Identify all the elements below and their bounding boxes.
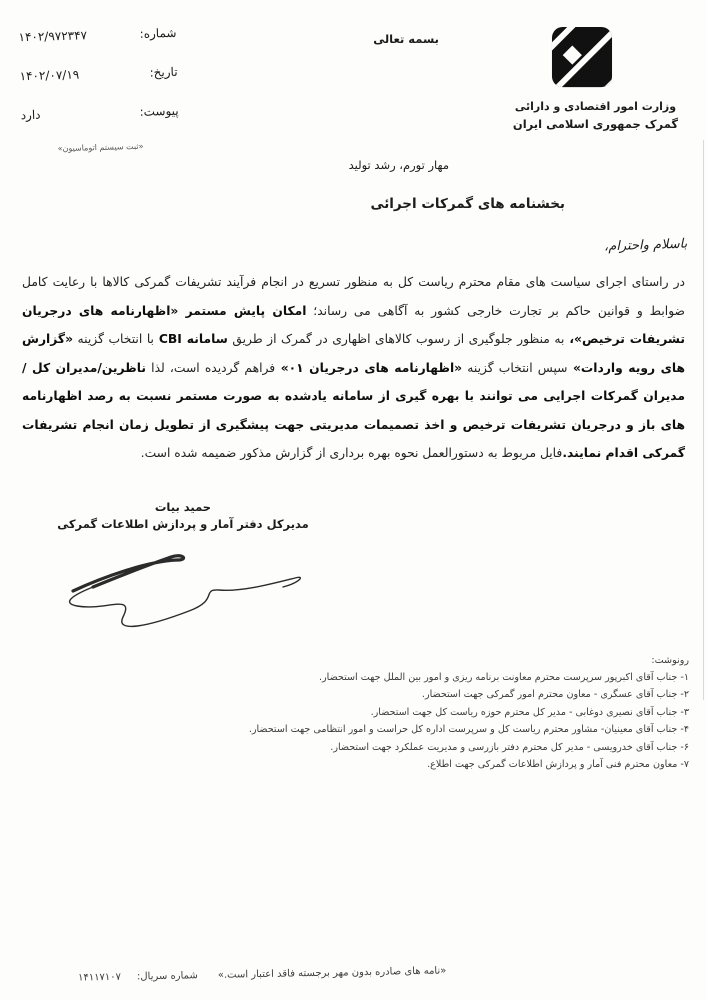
body-segment: در راستای اجرای سیاست های مقام محترم ریاست کل به منظور تسریع در انجام فرآیند تشریفات گمرکی کالاها با رعایت کامل ضوابط و قوانین حاکم بر تجارت خارجی کشور به آگاهی می رساند؛ — [22, 275, 685, 318]
signer-title: مدیرکل دفتر آمار و پردازش اطلاعات گمرکی — [57, 517, 309, 531]
body-segment: سپس انتخاب گزینه — [462, 360, 568, 375]
organization-name: گمرک جمهوری اسلامی ایران — [512, 117, 679, 131]
letter-meta-block — [18, 24, 179, 154]
body-segment: سامانه CBI — [153, 332, 228, 346]
letter-number-value: ۱۴۰۲/۹۷۲۳۴۷ — [18, 28, 88, 45]
cc-item: ۱- جناب آقای اکبرپور سرپرست محترم معاونت برنامه ریزی و امور بین الملل جهت استحضار. — [319, 672, 689, 683]
signer-name: حمید بیات — [154, 500, 212, 514]
body-segment: فایل مربوط به دستورالعمل نحوه بهره برداری از گزارش مذکور ضمیمه شده است. — [140, 446, 563, 460]
handwritten-salutation: باسلام واحترام، — [603, 236, 688, 255]
cc-label: رونوشت: — [651, 655, 689, 666]
ministry-name: وزارت امور اقتصادی و دارائی — [514, 100, 677, 113]
footer-row — [78, 965, 447, 983]
cc-item: ۴- جناب آقای معینیان- مشاور محترم ریاست کل و سرپرست اداره کل حراست و امور انتظامی جهت استحضار. — [248, 724, 689, 736]
body-segment: امکان پایش مستمر «اظهارنامه های درجریان تشریفات ترخیص»، — [22, 303, 686, 346]
letter-attachment-row — [20, 102, 178, 124]
letter-attachment-label: پیوست: — [139, 103, 179, 119]
serial-label: شماره سریال: — [136, 970, 198, 983]
automation-registration-note: «ثبت سیستم اتوماسیون» — [57, 141, 144, 154]
letter-recipient-heading: بخشنامه های گمرکات اجرائی — [370, 196, 565, 212]
cc-item: ۷- معاون محترم فنی آمار و پردازش اطلاعات گمرکی جهت اطلاع. — [427, 759, 689, 771]
signature-block — [38, 500, 328, 635]
cc-list — [120, 669, 689, 773]
validity-note: «نامه های صادره بدون مهر برجسته فاقد اعتبار است.» — [217, 965, 447, 981]
letter-date-value: ۱۴۰۲/۰۷/۱۹ — [19, 67, 80, 84]
serial-number-pair — [78, 970, 198, 983]
letter-number-label: شماره: — [139, 25, 177, 41]
body-segment: «گزارش های رویه واردات» — [22, 332, 686, 375]
cc-item: ۳- جناب آقای نصیری دوغابی - مدیر کل محترم حوزه ریاست کل جهت استحضار. — [370, 706, 689, 718]
body-segment: «اظهارنامه های درجریان ۰۱» — [275, 360, 463, 375]
body-segment: ناظرین/مدیران کل /مدیران گمرکات اجرایی می توانند با بهره گیری از سامانه یادشده به صورت مستمر نسبت به رصد اظهارنامه های باز و درجریان تشریفات ترخیص و اخذ تصمیمات مدیریتی جهت پیشگیری از تطویل زمان انجام تشریفات گمرکی اقدام نمایند. — [22, 360, 685, 460]
handwritten-signature — [38, 535, 328, 635]
letter-date-row — [19, 63, 177, 85]
year-slogan: مهار تورم، رشد تولید — [348, 158, 449, 172]
body-segment: فراهم گردیده است، لذا — [146, 360, 276, 375]
cc-item: ۲- جناب آقای عسگری - معاون محترم امور گمرکی جهت استحضار. — [421, 689, 689, 701]
customs-logo-icon — [551, 26, 613, 94]
organization-header — [508, 26, 683, 131]
serial-value: ۱۴۱۱۷۱۰۷ — [77, 971, 122, 984]
body-segment: با انتخاب گزینه — [73, 332, 154, 346]
letter-date-label: تاریخ: — [149, 64, 178, 80]
letter-attachment-value: دارد — [20, 107, 41, 123]
cc-section — [120, 652, 689, 773]
body-segment: به منظور جلوگیری از رسوب کالاهای اظهاری در گمرک از طریق — [227, 332, 565, 346]
letter-body-paragraph — [22, 268, 685, 468]
scan-edge-line — [703, 140, 704, 700]
bismillah-text: بسمه تعالی — [373, 32, 439, 46]
letter-number-row — [18, 24, 176, 46]
cc-item: ۶- جناب آقای خدرویسی - مدیر کل محترم دفتر بازرسی و مدیریت عملکرد جهت استحضار. — [330, 741, 689, 753]
